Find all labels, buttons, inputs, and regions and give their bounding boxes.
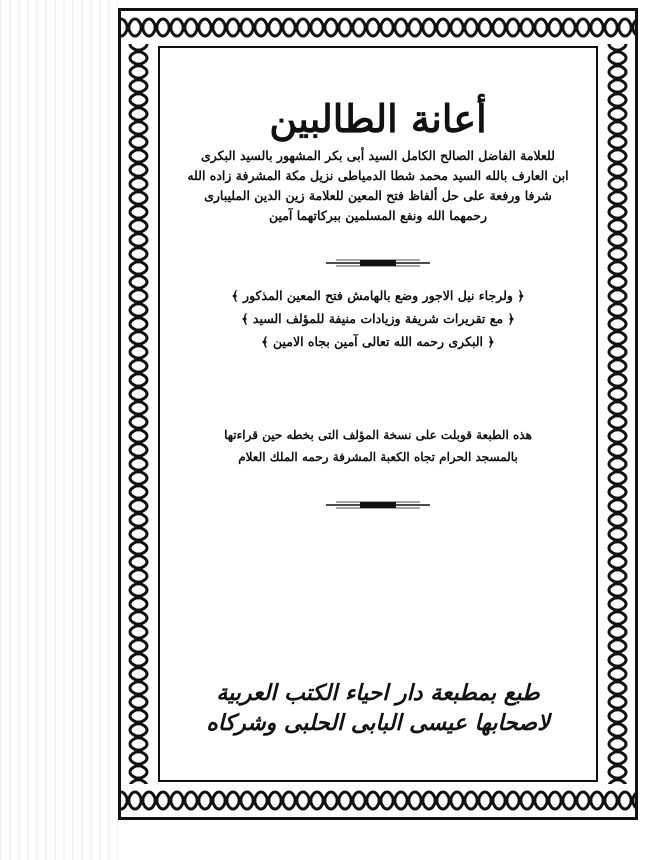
braid-border-bottom <box>121 784 635 817</box>
margin-note <box>198 284 558 353</box>
margin-note-line: ﴿ البكرى رحمه الله تعالى آمين بجاه الامين ﴾ <box>261 334 495 349</box>
divider-ornament <box>326 258 430 268</box>
margin-note-line: ﴿ ولرجاء نيل الاجور وضع بالهامش فتح المعين المذكور ﴾ <box>231 288 525 303</box>
scan-edge <box>0 0 118 860</box>
edition-note-line: بالمسجد الحرام تجاه الكعبة المشرفة رحمه الملك العلام <box>238 450 518 464</box>
book-title: أعانة الطالبين <box>269 96 487 141</box>
edition-note-line: هذه الطبعة قوبلت على نسخة المؤلف التى بخطه حين قراءتها <box>224 428 532 442</box>
divider-ornament <box>326 500 430 510</box>
publisher-imprint <box>188 678 568 738</box>
publisher-line: طبع بمطبعة دار احياء الكتب العربية <box>216 680 540 706</box>
publisher-line: لاصحابها عيسى البابى الحلبى وشركاه <box>206 710 550 736</box>
braid-border-top <box>121 11 635 44</box>
subtitle-line: للعلامة الفاضل الصالح الكامل السيد أبى بكر المشهور بالسيد البكرى <box>200 148 555 163</box>
subtitle-line: رحمهما الله ونفع المسلمين ببركاتهما آمين <box>268 208 488 223</box>
braid-border-right <box>600 44 635 784</box>
subtitle-line: شرفا ورفعة على حل ألفاظ فتح المعين للعلامة زين الدين المليبارى <box>204 188 552 203</box>
subtitle-line: ابن العارف بالله السيد محمد شطا الدمياطى نزيل مكة المشرفة زاده الله <box>187 168 569 183</box>
title-page-content <box>158 46 598 782</box>
margin-note-line: ﴿ مع تقريرات شريفة وزيادات منيفة للمؤلف السيد ﴾ <box>241 311 515 326</box>
edition-note <box>178 424 578 468</box>
author-description <box>172 146 584 226</box>
braid-border-left <box>121 44 156 784</box>
